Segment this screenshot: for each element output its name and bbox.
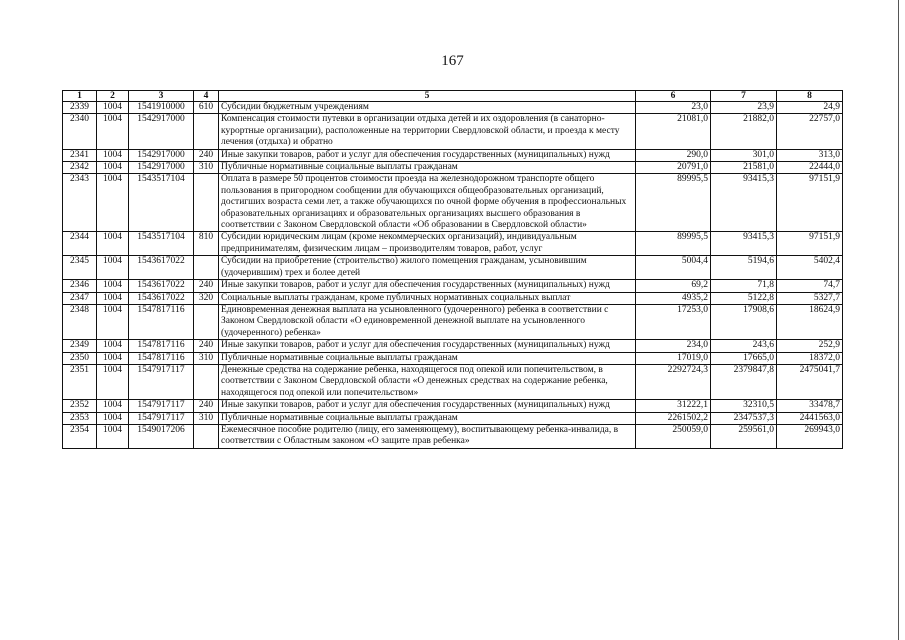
description-cell: Публичные нормативные социальные выплаты гражданам bbox=[219, 162, 636, 174]
amount-col6-cell: 17019,0 bbox=[636, 352, 711, 364]
row-number-cell: 2346 bbox=[63, 280, 97, 292]
target-article-cell: 1547917117 bbox=[129, 412, 194, 424]
description-cell: Социальные выплаты гражданам, кроме публичных нормативных социальных выплат bbox=[219, 292, 636, 304]
target-article-cell: 1543617022 bbox=[129, 292, 194, 304]
amount-col8-cell: 33478,7 bbox=[777, 400, 843, 412]
row-number-cell: 2348 bbox=[63, 304, 97, 339]
section-code-cell: 1004 bbox=[97, 256, 129, 280]
amount-col8-cell: 5402,4 bbox=[777, 256, 843, 280]
target-article-cell: 1547817116 bbox=[129, 304, 194, 339]
section-code-cell: 1004 bbox=[97, 340, 129, 352]
table-row bbox=[63, 149, 843, 161]
section-code-cell: 1004 bbox=[97, 364, 129, 399]
section-code-cell: 1004 bbox=[97, 174, 129, 232]
column-header: 8 bbox=[777, 91, 843, 102]
table-row bbox=[63, 232, 843, 256]
target-article-cell: 1543617022 bbox=[129, 256, 194, 280]
target-article-cell: 1543517104 bbox=[129, 232, 194, 256]
row-number-cell: 2341 bbox=[63, 149, 97, 161]
expense-type-cell bbox=[194, 364, 219, 399]
target-article-cell: 1547817116 bbox=[129, 352, 194, 364]
row-number-cell: 2349 bbox=[63, 340, 97, 352]
table-row bbox=[63, 340, 843, 352]
description-cell: Иные закупки товаров, работ и услуг для обеспечения государственных (муниципальных) нужд bbox=[219, 149, 636, 161]
target-article-cell: 1542917000 bbox=[129, 149, 194, 161]
expense-type-cell bbox=[194, 256, 219, 280]
description-cell: Иные закупки товаров, работ и услуг для обеспечения государственных (муниципальных) нужд bbox=[219, 280, 636, 292]
target-article-cell: 1547817116 bbox=[129, 340, 194, 352]
table-row bbox=[63, 102, 843, 114]
column-header: 6 bbox=[636, 91, 711, 102]
row-number-cell: 2350 bbox=[63, 352, 97, 364]
row-number-cell: 2344 bbox=[63, 232, 97, 256]
amount-col8-cell: 97151,9 bbox=[777, 174, 843, 232]
expense-type-cell bbox=[194, 424, 219, 448]
column-header: 4 bbox=[194, 91, 219, 102]
expense-type-cell bbox=[194, 114, 219, 149]
amount-col7-cell: 93415,3 bbox=[711, 232, 777, 256]
table-row bbox=[63, 352, 843, 364]
section-code-cell: 1004 bbox=[97, 114, 129, 149]
table-row bbox=[63, 162, 843, 174]
expense-type-cell: 240 bbox=[194, 340, 219, 352]
target-article-cell: 1547917117 bbox=[129, 400, 194, 412]
table-row bbox=[63, 424, 843, 448]
amount-col7-cell: 23,9 bbox=[711, 102, 777, 114]
amount-col6-cell: 250059,0 bbox=[636, 424, 711, 448]
amount-col7-cell: 2347537,3 bbox=[711, 412, 777, 424]
target-article-cell: 1549017206 bbox=[129, 424, 194, 448]
budget-table bbox=[62, 90, 843, 449]
expense-type-cell: 810 bbox=[194, 232, 219, 256]
table-header-row bbox=[63, 91, 843, 102]
section-code-cell: 1004 bbox=[97, 102, 129, 114]
table-row bbox=[63, 412, 843, 424]
description-cell: Публичные нормативные социальные выплаты гражданам bbox=[219, 352, 636, 364]
amount-col6-cell: 17253,0 bbox=[636, 304, 711, 339]
section-code-cell: 1004 bbox=[97, 232, 129, 256]
expense-type-cell: 310 bbox=[194, 162, 219, 174]
amount-col7-cell: 21581,0 bbox=[711, 162, 777, 174]
section-code-cell: 1004 bbox=[97, 292, 129, 304]
amount-col7-cell: 93415,3 bbox=[711, 174, 777, 232]
table-row bbox=[63, 280, 843, 292]
column-header: 5 bbox=[219, 91, 636, 102]
amount-col7-cell: 2379847,8 bbox=[711, 364, 777, 399]
table-row bbox=[63, 292, 843, 304]
column-header: 7 bbox=[711, 91, 777, 102]
table-row bbox=[63, 304, 843, 339]
description-cell: Иные закупки товаров, работ и услуг для обеспечения государственных (муниципальных) нужд bbox=[219, 400, 636, 412]
expense-type-cell: 310 bbox=[194, 352, 219, 364]
expense-type-cell bbox=[194, 174, 219, 232]
amount-col7-cell: 71,8 bbox=[711, 280, 777, 292]
expense-type-cell: 610 bbox=[194, 102, 219, 114]
amount-col6-cell: 20791,0 bbox=[636, 162, 711, 174]
expense-type-cell: 240 bbox=[194, 400, 219, 412]
description-cell: Субсидии юридическим лицам (кроме некоммерческих организаций), индивидуальным предпринимателям, физическим лицам – производителям товаров, работ, услуг bbox=[219, 232, 636, 256]
amount-col7-cell: 17908,6 bbox=[711, 304, 777, 339]
section-code-cell: 1004 bbox=[97, 424, 129, 448]
page-number: 167 bbox=[441, 53, 464, 69]
column-header: 3 bbox=[129, 91, 194, 102]
expense-type-cell: 240 bbox=[194, 149, 219, 161]
page-edge bbox=[898, 0, 905, 640]
amount-col8-cell: 97151,9 bbox=[777, 232, 843, 256]
table-row bbox=[63, 174, 843, 232]
column-header: 1 bbox=[63, 91, 97, 102]
section-code-cell: 1004 bbox=[97, 352, 129, 364]
expense-type-cell: 320 bbox=[194, 292, 219, 304]
target-article-cell: 1543517104 bbox=[129, 174, 194, 232]
row-number-cell: 2342 bbox=[63, 162, 97, 174]
amount-col6-cell: 234,0 bbox=[636, 340, 711, 352]
table-row bbox=[63, 114, 843, 149]
amount-col6-cell: 2292724,3 bbox=[636, 364, 711, 399]
description-cell: Публичные нормативные социальные выплаты гражданам bbox=[219, 412, 636, 424]
amount-col6-cell: 31222,1 bbox=[636, 400, 711, 412]
amount-col6-cell: 89995,5 bbox=[636, 174, 711, 232]
amount-col8-cell: 2441563,0 bbox=[777, 412, 843, 424]
section-code-cell: 1004 bbox=[97, 412, 129, 424]
amount-col8-cell: 24,9 bbox=[777, 102, 843, 114]
amount-col6-cell: 21081,0 bbox=[636, 114, 711, 149]
row-number-cell: 2343 bbox=[63, 174, 97, 232]
row-number-cell: 2340 bbox=[63, 114, 97, 149]
amount-col6-cell: 23,0 bbox=[636, 102, 711, 114]
target-article-cell: 1543617022 bbox=[129, 280, 194, 292]
target-article-cell: 1547917117 bbox=[129, 364, 194, 399]
amount-col6-cell: 89995,5 bbox=[636, 232, 711, 256]
expense-type-cell bbox=[194, 304, 219, 339]
amount-col8-cell: 313,0 bbox=[777, 149, 843, 161]
row-number-cell: 2353 bbox=[63, 412, 97, 424]
amount-col8-cell: 74,7 bbox=[777, 280, 843, 292]
amount-col8-cell: 5327,7 bbox=[777, 292, 843, 304]
amount-col8-cell: 18624,9 bbox=[777, 304, 843, 339]
expense-type-cell: 240 bbox=[194, 280, 219, 292]
table-row bbox=[63, 400, 843, 412]
amount-col7-cell: 301,0 bbox=[711, 149, 777, 161]
target-article-cell: 1542917000 bbox=[129, 114, 194, 149]
row-number-cell: 2339 bbox=[63, 102, 97, 114]
description-cell: Субсидии на приобретение (строительство) жилого помещения гражданам, усыновившим (удочерившим) трех и более детей bbox=[219, 256, 636, 280]
section-code-cell: 1004 bbox=[97, 162, 129, 174]
amount-col8-cell: 22757,0 bbox=[777, 114, 843, 149]
row-number-cell: 2354 bbox=[63, 424, 97, 448]
section-code-cell: 1004 bbox=[97, 400, 129, 412]
description-cell: Субсидии бюджетным учреждениям bbox=[219, 102, 636, 114]
amount-col7-cell: 5122,8 bbox=[711, 292, 777, 304]
amount-col8-cell: 22444,0 bbox=[777, 162, 843, 174]
section-code-cell: 1004 bbox=[97, 280, 129, 292]
description-cell: Компенсация стоимости путевки в организации отдыха детей и их оздоровления (в санаторно-курортные организации), расположенные на территории Свердловской области, и проезда к месту лечения (отдыха) и обратно bbox=[219, 114, 636, 149]
row-number-cell: 2345 bbox=[63, 256, 97, 280]
description-cell: Иные закупки товаров, работ и услуг для обеспечения государственных (муниципальных) нужд bbox=[219, 340, 636, 352]
amount-col7-cell: 17665,0 bbox=[711, 352, 777, 364]
table-row bbox=[63, 364, 843, 399]
expense-type-cell: 310 bbox=[194, 412, 219, 424]
table-row bbox=[63, 256, 843, 280]
amount-col6-cell: 5004,4 bbox=[636, 256, 711, 280]
amount-col6-cell: 69,2 bbox=[636, 280, 711, 292]
description-cell: Ежемесячное пособие родителю (лицу, его заменяющему), воспитывающему ребенка-инвалида, в соответствии с Областным законом «О защите прав ребенка» bbox=[219, 424, 636, 448]
description-cell: Единовременная денежная выплата на усыновленного (удочеренного) ребенка в соответствии с Законом Свердловской области «О единовременной денежной выплате на усыновленного (удочеренного) ребенка» bbox=[219, 304, 636, 339]
description-cell: Оплата в размере 50 процентов стоимости проезда на железнодорожном транспорте общего пользования в пригородном сообщении для обучающихся общеобразовательных организаций, достигших возраста семи лет, а также обучающихся по очной форме обучения в профессиональных образовательных организациях и образовательных организациях высшего образования в соответствии с Законом Свердловской области «Об образовании в Свердловской области» bbox=[219, 174, 636, 232]
amount-col7-cell: 243,6 bbox=[711, 340, 777, 352]
target-article-cell: 1542917000 bbox=[129, 162, 194, 174]
amount-col8-cell: 252,9 bbox=[777, 340, 843, 352]
section-code-cell: 1004 bbox=[97, 304, 129, 339]
amount-col6-cell: 4935,2 bbox=[636, 292, 711, 304]
column-header: 2 bbox=[97, 91, 129, 102]
amount-col8-cell: 18372,0 bbox=[777, 352, 843, 364]
amount-col7-cell: 21882,0 bbox=[711, 114, 777, 149]
target-article-cell: 1541910000 bbox=[129, 102, 194, 114]
amount-col6-cell: 2261502,2 bbox=[636, 412, 711, 424]
amount-col7-cell: 259561,0 bbox=[711, 424, 777, 448]
amount-col8-cell: 269943,0 bbox=[777, 424, 843, 448]
row-number-cell: 2352 bbox=[63, 400, 97, 412]
amount-col7-cell: 32310,5 bbox=[711, 400, 777, 412]
amount-col6-cell: 290,0 bbox=[636, 149, 711, 161]
description-cell: Денежные средства на содержание ребенка, находящегося под опекой или попечительством, в соответствии с Законом Свердловской области «О денежных средствах на содержание ребенка, находящегося под опекой или попечительством» bbox=[219, 364, 636, 399]
row-number-cell: 2347 bbox=[63, 292, 97, 304]
amount-col7-cell: 5194,6 bbox=[711, 256, 777, 280]
section-code-cell: 1004 bbox=[97, 149, 129, 161]
amount-col8-cell: 2475041,7 bbox=[777, 364, 843, 399]
row-number-cell: 2351 bbox=[63, 364, 97, 399]
